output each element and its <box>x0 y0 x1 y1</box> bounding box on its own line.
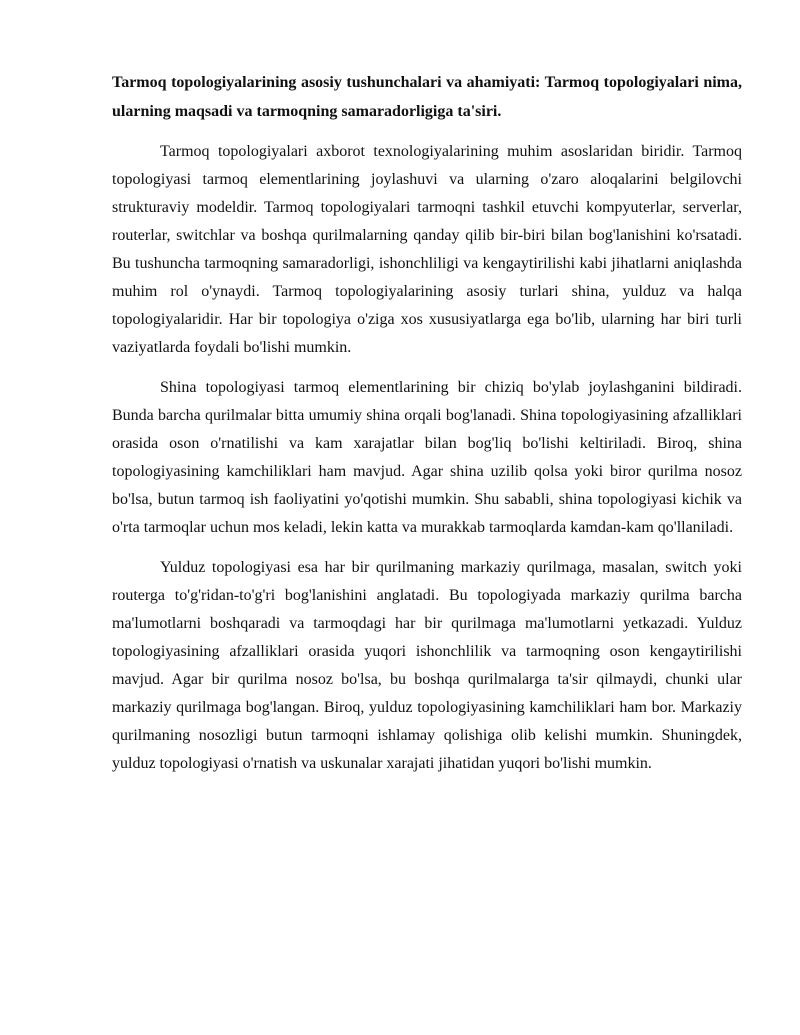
paragraph-intro: Tarmoq topologiyalari axborot texnologiyalarining muhim asoslaridan biridir. Tarmoq topologiyasi tarmoq elementlarining joylashuvi va ularning o'zaro aloqalarini belgilovchi strukturaviy modeldir. Tarmoq topologiyalari tarmoqni tashkil etuvchi kompyuterlar, serverlar, routerlar, switchlar va boshqa qurilmalarning qanday qilib bir-biri bilan bog'lanishini ko'rsatadi. Bu tushuncha tarmoqning samaradorligi, ishonchliligi va kengaytirilishi kabi jihatlarni aniqlashda muhim rol o'ynaydi. Tarmoq topologiyalarining asosiy turlari shina, yulduz va halqa topologiyalaridir. Har bir topologiya o'ziga xos xususiyatlarga ega bo'lib, ularning har biri turli vaziyatlarda foydali bo'lishi mumkin. <box>112 143 742 356</box>
paragraph-star-topology: Yulduz topologiyasi esa har bir qurilmaning markaziy qurilmaga, masalan, switch yoki routerga to'g'ridan-to'g'ri bog'lanishini anglatadi. Bu topologiyada markaziy qurilma barcha ma'lumotlarni boshqaradi va tarmoqdagi har bir qurilmaga ma'lumotlarni yetkazadi. Yulduz topologiyasining afzalliklari orasida yuqori ishonchlilik va tarmoqning oson kengaytirilishi mavjud. Agar bir qurilma nosoz bo'lsa, bu boshqa qurilmalarga ta'sir qilmaydi, chunki ular markaziy qurilmaga bog'langan. Biroq, yulduz topologiyasining kamchiliklari ham bor. Markaziy qurilmaning nosozligi butun tarmoqni ishlamay qolishiga olib kelishi mumkin. Shuningdek, yulduz topologiyasi o'rnatish va uskunalar xarajati jihatidan yuqori bo'lishi mumkin. <box>112 559 742 772</box>
document-page <box>112 68 742 790</box>
paragraph-bus-topology: Shina topologiyasi tarmoq elementlarining bir chiziq bo'ylab joylashganini bildiradi. Bunda barcha qurilmalar bitta umumiy shina orqali bog'lanadi. Shina topologiyasining afzalliklari orasida oson o'rnatilishi va kam xarajatlar bilan bog'liq bo'lishi keltiriladi. Biroq, shina topologiyasining kamchiliklari ham mavjud. Agar shina uzilib qolsa yoki biror qurilma nosoz bo'lsa, butun tarmoq ish faoliyatini yo'qotishi mumkin. Shu sababli, shina topologiyasi kichik va o'rta tarmoqlar uchun mos keladi, lekin katta va murakkab tarmoqlarda kamdan-kam qo'llaniladi. <box>112 379 742 536</box>
section-heading: Tarmoq topologiyalarining asosiy tushunchalari va ahamiyati: Tarmoq topologiyalari nima, ularning maqsadi va tarmoqning samaradorligiga ta'siri. <box>112 74 742 120</box>
